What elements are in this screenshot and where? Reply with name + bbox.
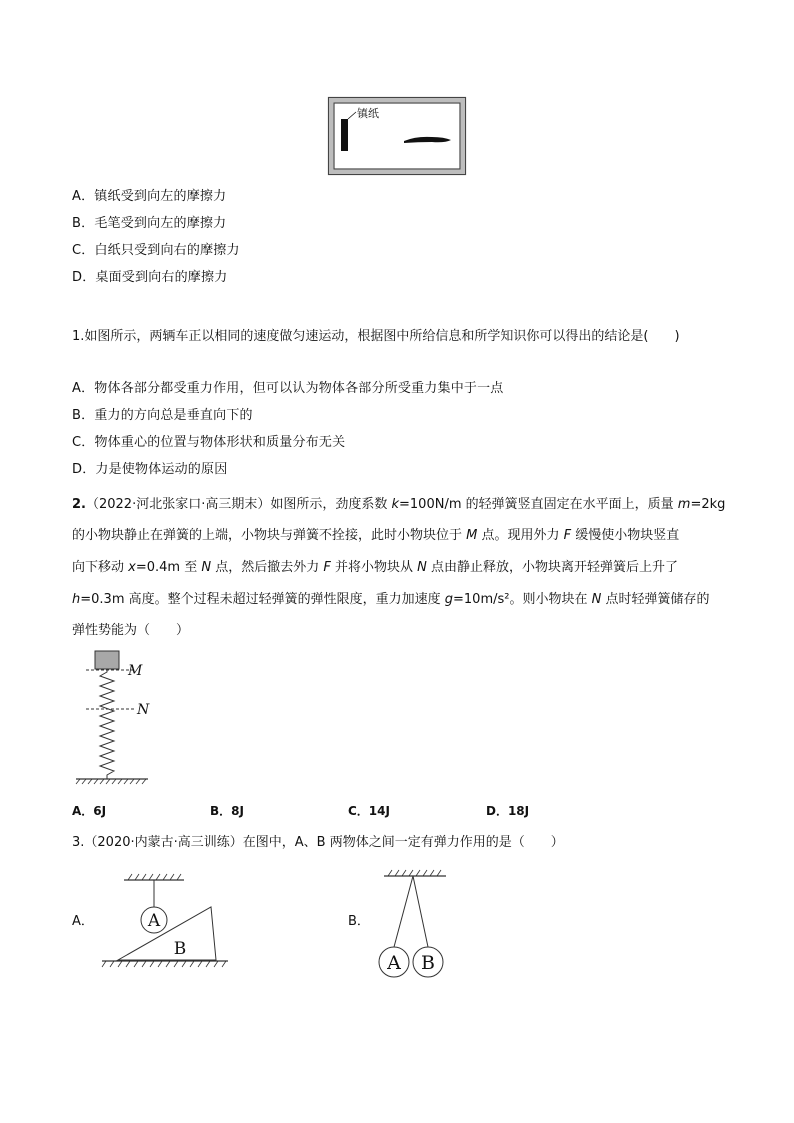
q2-line-5: 弹性势能为（ ） bbox=[72, 623, 190, 638]
q1-option-a: A．物体各部分都受重力作用，但可以认为物体各部分所受重力集中于一点 bbox=[72, 381, 504, 396]
block bbox=[95, 651, 119, 669]
ball-a-label: A bbox=[147, 911, 161, 931]
spring-figure bbox=[72, 648, 172, 790]
pendulum-a-label: A bbox=[387, 952, 401, 974]
q3-figure-b bbox=[372, 858, 452, 983]
paperweight-bar bbox=[341, 119, 348, 151]
q2-source: （2022·河北张家口·高三期末） bbox=[85, 497, 271, 512]
q2-var-F: F bbox=[323, 560, 331, 575]
q2-number: 2. bbox=[72, 497, 86, 512]
q2-option-a: A．6J bbox=[72, 804, 107, 818]
q2-text: 点由静止释放，小物块离开轻弹簧后上升了 bbox=[426, 560, 678, 575]
q2-text: =2kg bbox=[690, 497, 726, 512]
q3-stem: 3.（2020·内蒙古·高三训练）在图中，A、B 两物体之间一定有弹力作用的是（ ） bbox=[72, 835, 564, 850]
incline-block bbox=[118, 907, 216, 960]
q2-line-3 bbox=[72, 559, 678, 577]
prev-option-d: D．桌面受到向右的摩擦力 bbox=[72, 270, 228, 285]
q2-text: 点，然后撤去外力 bbox=[211, 560, 324, 575]
spring bbox=[100, 669, 114, 779]
pendulum-b-label: B bbox=[421, 952, 435, 974]
q3-option-b-label: B． bbox=[348, 914, 370, 929]
q1-stem: 1.如图所示，两辆车正以相同的速度做匀速运动，根据图中所给信息和所学知识你可以得出的结论是( ) bbox=[72, 329, 680, 344]
q2-option-d: D．18J bbox=[486, 804, 530, 818]
q2-option-b: B．8J bbox=[210, 804, 244, 818]
q2-var-k: k bbox=[391, 497, 400, 512]
prev-option-a: A．镇纸受到向左的摩擦力 bbox=[72, 189, 227, 204]
q2-var-M: M bbox=[466, 528, 478, 543]
q2-text: 如图所示，劲度系数 bbox=[270, 497, 392, 512]
q2-var-h: h bbox=[72, 592, 81, 607]
q1-option-d: D．力是使物体运动的原因 bbox=[72, 462, 228, 477]
prev-option-b: B．毛笔受到向左的摩擦力 bbox=[72, 216, 227, 231]
q2-var-g: g bbox=[444, 592, 454, 607]
block-b-label: B bbox=[173, 939, 187, 959]
label-M: M bbox=[128, 663, 143, 679]
q2-var-x: x bbox=[128, 560, 136, 575]
q2-var-N: N bbox=[417, 560, 427, 575]
q2-text: =100N/m 的轻弹簧竖直固定在水平面上，质量 bbox=[399, 497, 678, 512]
q2-line-4 bbox=[72, 591, 710, 609]
q2-text: =0.3m 高度。整个过程未超过轻弹簧的弹性限度，重力加速度 bbox=[80, 592, 445, 607]
q2-text: 缓慢使小物块竖直 bbox=[571, 528, 680, 543]
q2-var-m: m bbox=[677, 497, 691, 512]
q2-text: =0.4m 至 bbox=[135, 560, 202, 575]
q2-text: 点。现用外力 bbox=[477, 528, 564, 543]
prev-option-c: C．白纸只受到向右的摩擦力 bbox=[72, 243, 240, 258]
q2-line-1 bbox=[72, 496, 725, 514]
q2-text: =10m/s²。则小物块在 bbox=[453, 592, 592, 607]
q2-line-2 bbox=[72, 527, 679, 545]
paperweight-label: 镇纸 bbox=[357, 107, 379, 120]
paperweight-figure bbox=[328, 97, 466, 175]
q2-text: 的小物块静止在弹簧的上端，小物块与弹簧不拴接，此时小物块位于 bbox=[72, 528, 467, 543]
q2-text: 点时轻弹簧储存的 bbox=[601, 592, 710, 607]
q2-var-N: N bbox=[591, 592, 602, 607]
q2-var-N: N bbox=[201, 560, 212, 575]
q2-option-c: C．14J bbox=[348, 804, 390, 818]
q2-var-F: F bbox=[563, 528, 572, 543]
q3-option-a-label: A． bbox=[72, 914, 94, 929]
label-N: N bbox=[137, 702, 150, 718]
q2-text: 并将小物块从 bbox=[330, 560, 418, 575]
q1-option-b: B．重力的方向总是垂直向下的 bbox=[72, 408, 253, 423]
q3-figure-a bbox=[98, 866, 232, 974]
q1-option-c: C．物体重心的位置与物体形状和质量分布无关 bbox=[72, 435, 346, 450]
q2-text: 向下移动 bbox=[72, 560, 129, 575]
